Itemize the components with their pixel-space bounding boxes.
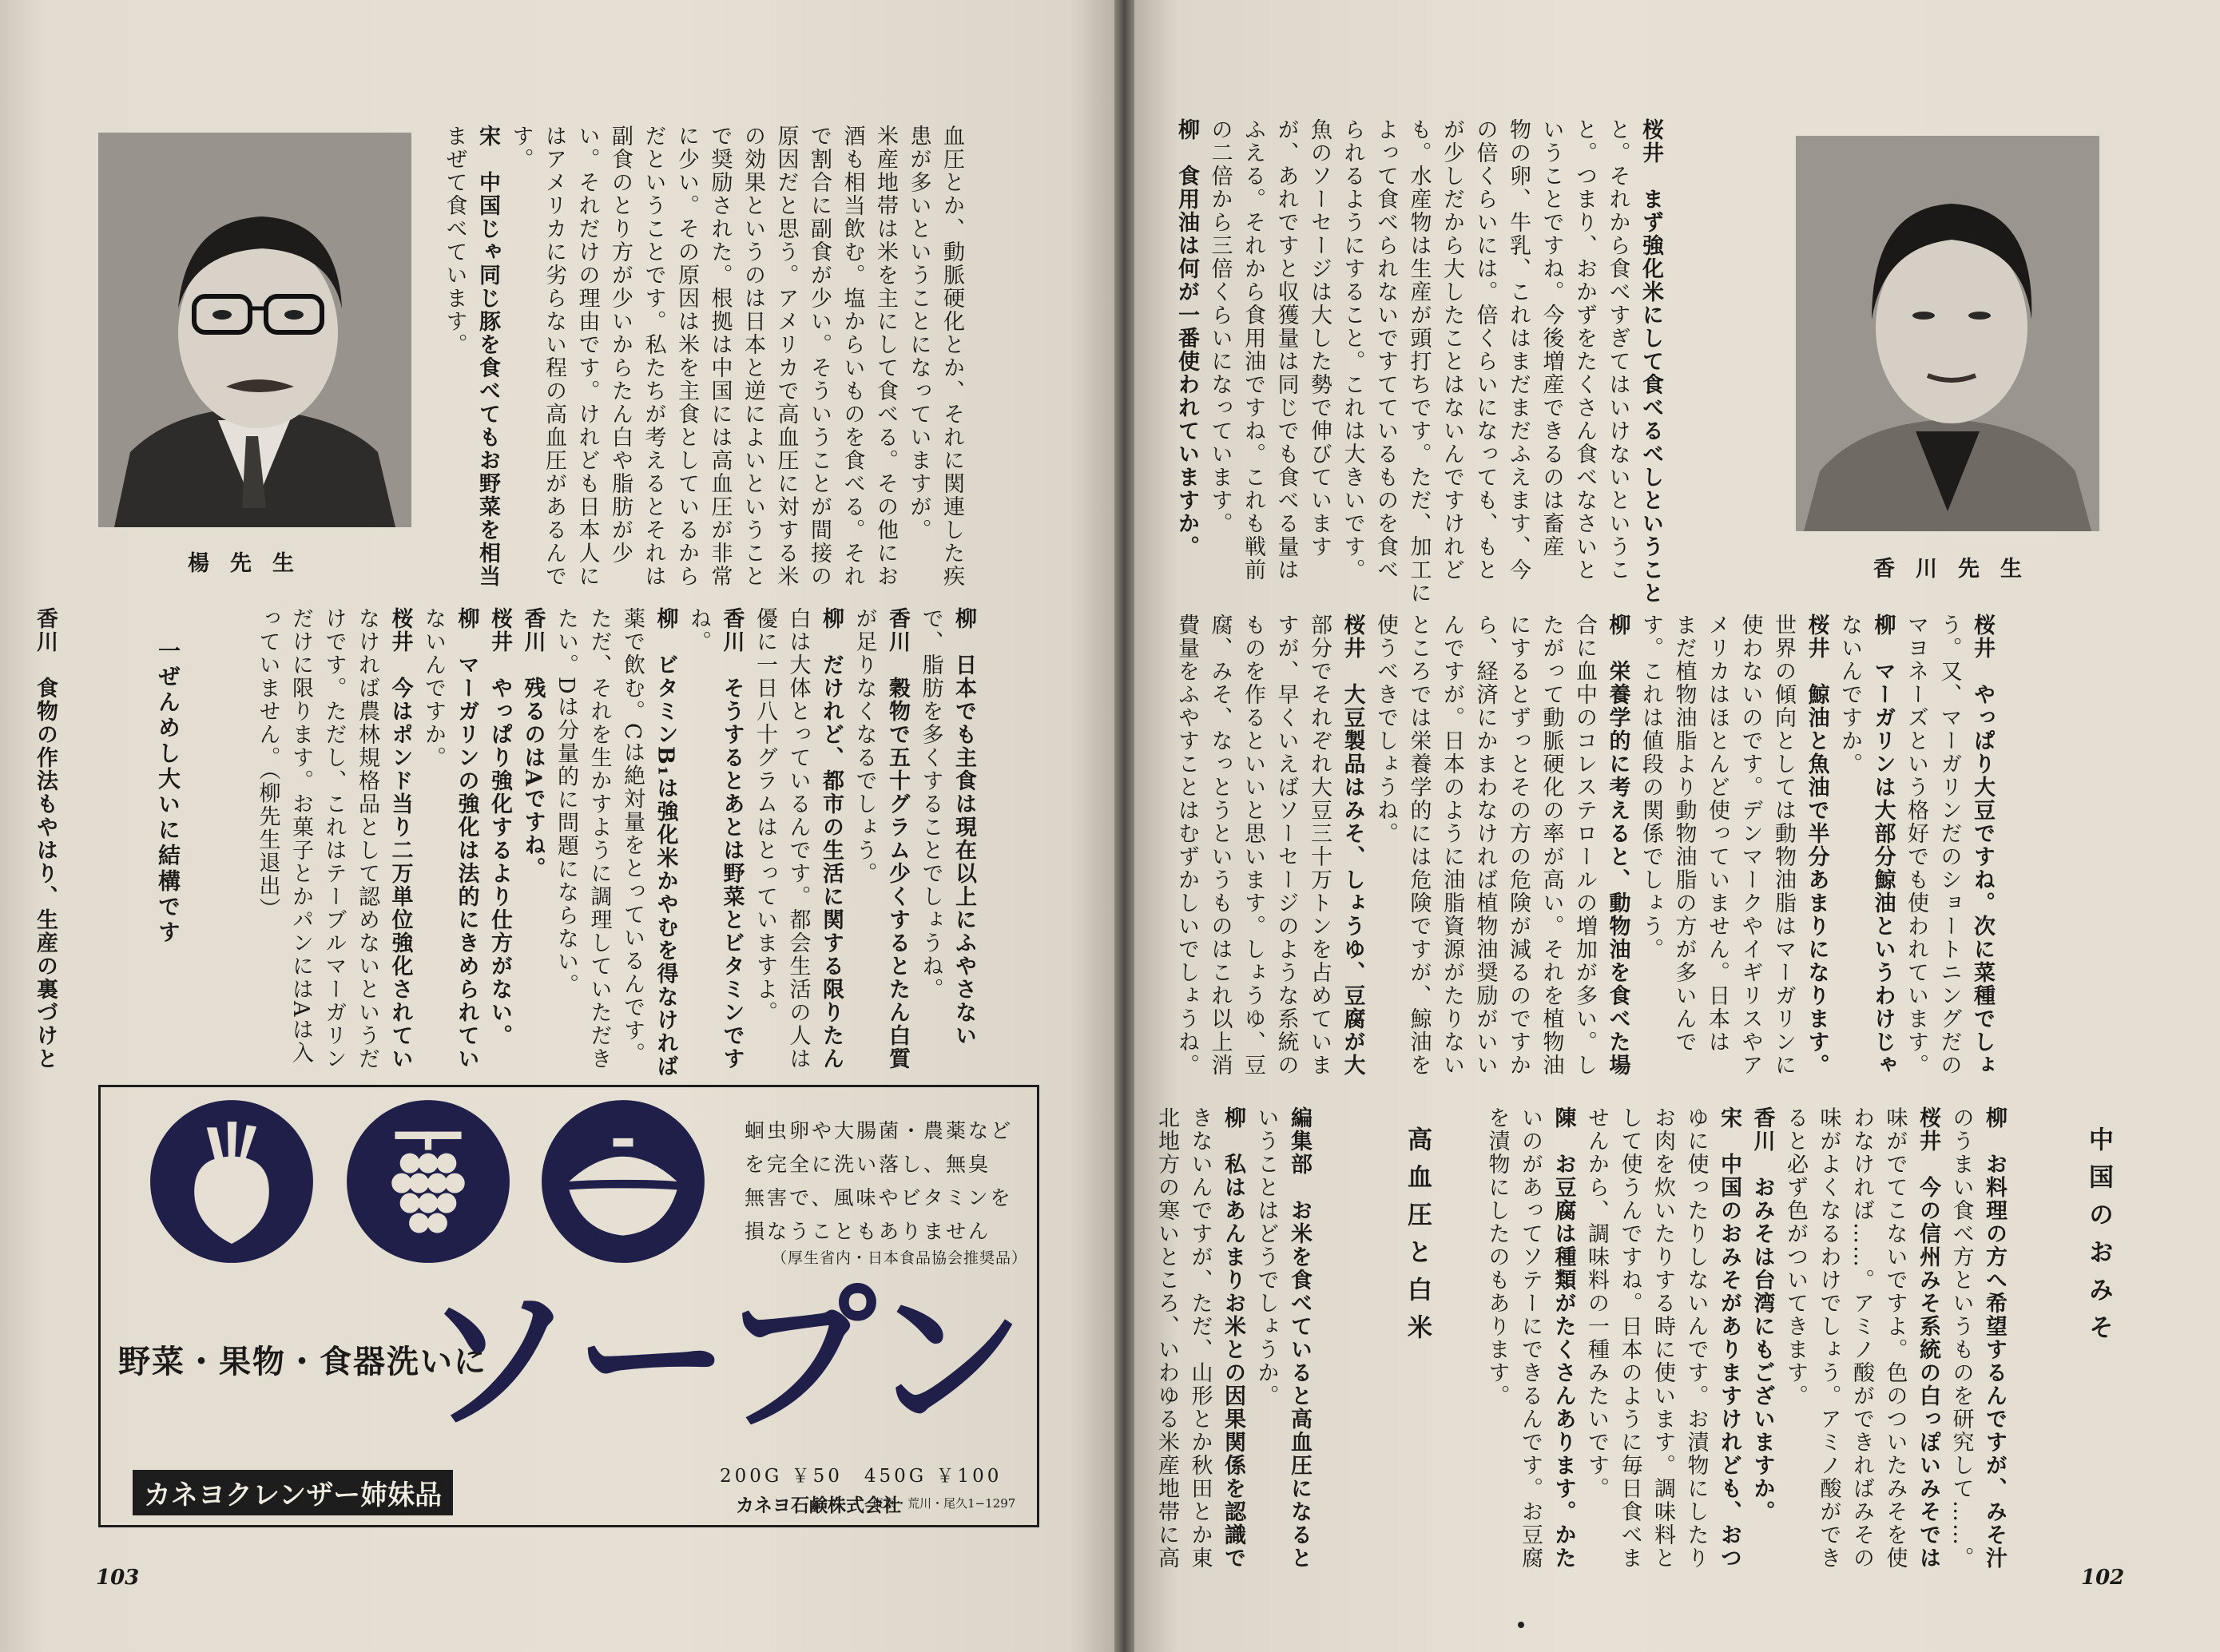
text-line: ないんですか。 xyxy=(1837,614,1862,776)
text-line: 物の卵、牛乳、これはまだまだふえます、今 xyxy=(1506,118,1531,582)
text-line: す。 xyxy=(508,125,534,171)
photo-caption-kagawa: 香川先生 xyxy=(1873,557,2043,582)
text-line: 米産地帯は米を主にして食べる。その他にお xyxy=(873,125,898,588)
text-line: 患が多いということになっていますが。 xyxy=(906,125,931,542)
text-line: 香川 おみそは台湾にもございますか。 xyxy=(1749,1106,1775,1523)
text-line: 桜井 今はポンド当り二万単位強化されてい xyxy=(387,607,413,1070)
grapes-icon xyxy=(345,1098,511,1265)
text-line: なければ農林規格品として認めないというだ xyxy=(355,607,379,1070)
text-line: 柳 栄養学的に考えると、動物油を食べた場 xyxy=(1605,614,1630,1077)
text-line: まぜて食べています。 xyxy=(442,125,467,356)
printed-dot xyxy=(1518,1622,1524,1628)
text-line: いのがあってソテーにできるんです。お豆腐 xyxy=(1518,1106,1543,1570)
text-line: ところでは栄養学的には危険ですが、鯨油を xyxy=(1406,614,1432,1077)
text-line: を漬物にしたのもあります。 xyxy=(1484,1106,1510,1408)
text-line: たがって動脈硬化の率が高い。それを植物油 xyxy=(1539,614,1564,1077)
portrait-photo-kagawa xyxy=(1796,136,2099,531)
portrait-photo-yang xyxy=(98,133,411,527)
text-line: 副食のとり方が少いからたん白や脂肪が少 xyxy=(608,125,633,565)
text-line: ないんですか。 xyxy=(421,607,446,769)
section-heading-hypertension: 高血圧と白米 xyxy=(1403,1126,1432,1352)
text-line: の効果というのは日本と逆によいということ xyxy=(741,125,765,588)
text-line: 合に血中のコレステロールの増加が多い。し xyxy=(1572,614,1597,1077)
text-line: お肉を炊いたりする時に使います。調味料と xyxy=(1650,1106,1675,1570)
text-line: 柳 私はあんまりお米との因果関係を認識で xyxy=(1221,1106,1245,1570)
text-line: 柳 日本でも主食は現在以上にふやさない xyxy=(951,607,976,1047)
text-line: きないんですが、ただ、山形とか秋田とか東 xyxy=(1187,1106,1213,1570)
article-column-bottom-left xyxy=(232,607,1046,1078)
text-line: 桜井 大豆製品はみそ、しょうゆ、豆腐が大 xyxy=(1340,614,1365,1077)
ad-sister-product: カネヨクレンザー姉妹品 xyxy=(133,1470,453,1515)
ad-copy-line: を完全に洗い落し、無臭 xyxy=(745,1153,991,1176)
text-line: 使うべきでしょうね。 xyxy=(1373,614,1398,845)
text-line: わなければ……。アミノ酸ができればみその xyxy=(1849,1106,1874,1570)
text-line: が少しだから大したことはないんですけれど xyxy=(1440,118,1464,582)
text-line: 酒も相当飲む。塩からいものを食べる。それ xyxy=(840,125,865,588)
text-line: 香川 残るのはAですね。 xyxy=(520,607,546,880)
text-line: で割合に副食が少い。そういうことが間接の xyxy=(807,125,832,588)
text-line: だけに限ります。お菓子とかパンにはAは入 xyxy=(288,607,313,1065)
text-line: の二倍から三倍くらいになっています。 xyxy=(1207,118,1233,535)
text-line: にするとずっとその方の危険が減るのですか xyxy=(1506,614,1531,1077)
text-line: 桜井 鯨油と魚油で半分あまりになります。 xyxy=(1804,614,1829,1077)
ad-copy-line: 損なうこともありません xyxy=(745,1220,991,1243)
text-line: っていません。（柳先生退出） xyxy=(255,607,280,921)
text-line: んですが。日本のように油脂資源がたりない xyxy=(1440,614,1464,1077)
text-line: マヨネーズという格好でも使われています。 xyxy=(1904,614,1928,1077)
text-line: 部分でそれぞれ大豆三十万トンを占めていま xyxy=(1307,614,1332,1077)
text-line: 柳 ビタミンB₁は強化米かやむを得なければ xyxy=(653,607,678,1078)
text-line: 柳 マーガリンの強化は法的にきめられてい xyxy=(454,607,479,1070)
text-line: の倍くらいには。倍くらいになっても、もと xyxy=(1472,118,1498,582)
ad-price: 200G ￥50 450G ￥100 xyxy=(720,1466,1003,1487)
text-line: ふえる。それから食用油ですね。これも戦前 xyxy=(1241,118,1265,582)
text-line: 血圧とか、動脈硬化とか、それに関連した疾 xyxy=(939,125,964,588)
text-line: ね。 xyxy=(686,607,711,653)
radish-icon xyxy=(149,1098,315,1265)
text-line: 柳 マーガリンは大部分鯨油というわけじゃ xyxy=(1870,614,1896,1077)
text-line: も。水産物は生産が頭打ちです。ただ、加工に xyxy=(1406,118,1432,605)
text-line: す。これは値段の関係でしょう。 xyxy=(1638,614,1663,961)
text-line: と。つまり、おかずをたくさん食べなさいと xyxy=(1572,118,1597,582)
text-line: が足りなくなるでしょう。 xyxy=(852,607,877,885)
text-line: 北地方の寒いところ、いわゆる米産地帯に高 xyxy=(1154,1106,1179,1570)
text-line: 味がよくなるわけでしょう。アミノ酸ができ xyxy=(1816,1106,1841,1570)
text-line: 桜井 やっぱり大豆ですね。次に菜種でしょ xyxy=(1970,614,1995,1077)
text-line: に少い。その原因は米を主食としているから xyxy=(674,125,699,588)
text-line: 香川 穀物で五十グラム少くするとたん白質 xyxy=(885,607,910,1070)
ad-copy-line: 蛔虫卵や大腸菌・農薬など xyxy=(745,1119,1014,1142)
ad-copy xyxy=(745,1114,1044,1249)
right-page xyxy=(1134,0,2220,1652)
article-column-last-left xyxy=(33,607,128,1070)
ad-address: 東京・荒川・尾久1−1297 xyxy=(872,1496,1016,1511)
text-line: い。それだけの理由です。けれども日本人に xyxy=(574,125,600,588)
text-line: 柳 だけれど、都市の生活に関する限りたん xyxy=(819,607,844,1070)
text-line: られるようにすること。これは大きいです。 xyxy=(1340,118,1365,582)
text-line: 柳 食用油は何が一番使われていますか。 xyxy=(1174,118,1199,558)
text-line: 世界の傾向としては動物油脂はマーガリンに xyxy=(1771,614,1796,1077)
text-line: 桜井 やっぱり強化するより仕方がない。 xyxy=(487,607,512,1047)
ad-endorsement: （厚生省内・日本食品協会推奨品） xyxy=(772,1249,1028,1267)
text-line: 使わないのです。デンマークやイギリスやア xyxy=(1737,614,1763,1077)
ad-brand-text: ソープン xyxy=(420,1270,1024,1452)
text-line: 宋 中国じゃ同じ豚を食べてもお野菜を相当 xyxy=(475,125,500,588)
text-line: 白は大体とっているんです。都会生活の人は xyxy=(785,607,811,1070)
text-line: いうことはどうでしょうか。 xyxy=(1253,1106,1279,1408)
text-line: して使うんですね。日本のように毎日食べま xyxy=(1617,1106,1642,1570)
text-line: 柳 お料理の方へ希望するんですが、みそ汁 xyxy=(1982,1106,2007,1570)
text-line: はアメリカに劣らない程の高血圧があるんで xyxy=(542,125,566,588)
photo-caption-yang: 楊先生 xyxy=(188,551,315,576)
text-line: ゆに使ったりしないんです。お漬物にしたり xyxy=(1683,1106,1709,1570)
text-line: 桜井 まず強化米にして食べるべしということ xyxy=(1638,118,1663,605)
text-line: う。又、マーガリンだのショートニングだの xyxy=(1936,614,1962,1077)
article-column-bottom-right-2 xyxy=(1154,1106,1382,1570)
text-line: で奨励された。根拠は中国には高血圧が非常 xyxy=(707,125,733,588)
text-line: 魚のソーセージは大した勢で伸びています xyxy=(1307,118,1332,558)
article-column-middle-right xyxy=(1174,614,2065,1077)
ad-maker: カネヨ石鹸株式会社 xyxy=(736,1495,901,1516)
text-line: ものを作るといいと思います。しょうゆ、豆 xyxy=(1241,614,1265,1077)
text-line: けです。ただし、これはテーブルマーガリン xyxy=(321,607,347,1070)
text-line: いうことですね。今後増産できるのは畜産 xyxy=(1539,118,1564,558)
text-line: 陳 お豆腐は種類がたくさんあります。かた xyxy=(1551,1106,1576,1570)
ad-brand-logo xyxy=(420,1270,1027,1452)
text-line: せんから、調味料の一種みたいです。 xyxy=(1584,1106,1609,1500)
text-line: ら、経済にかまわなければ植物油奨励がいい xyxy=(1472,614,1498,1077)
text-line: まだ植物油脂より動物油脂の方が多いんで xyxy=(1671,614,1697,1054)
article-column-bottom-right-1 xyxy=(1462,1106,2077,1570)
text-line: 宋 中国のおみそがありますけれども、おつ xyxy=(1717,1106,1741,1570)
ad-copy-line: 無害で、風味やビタミンを xyxy=(745,1186,1013,1209)
text-line: だということです。私たちが考えるとそれは xyxy=(641,125,666,588)
text-line: 優に一日八十グラムはとっていますよ。 xyxy=(753,607,777,1024)
text-line: 味がでてこないですよ。色のついたみそを使 xyxy=(1882,1106,1908,1570)
article-column-top-left xyxy=(431,125,1035,612)
text-line: 原因だと思う。アメリカで高血圧に対する米 xyxy=(773,125,799,588)
text-line: 費量をふやすことはむずかしいでしょうね。 xyxy=(1174,614,1199,1077)
article-column-top-right xyxy=(1174,118,1734,605)
text-line: 薬で飲む。Cは絶対量をとっているんです。 xyxy=(620,607,645,1066)
ad-tagline: 野菜・果物・食器洗いに xyxy=(118,1344,487,1380)
soapun-advertisement xyxy=(98,1085,1039,1527)
text-line: 桜井 今の信州みそ系統の白っぽいみそでは xyxy=(1916,1106,1940,1570)
text-line: ると必ず色がついてきます。 xyxy=(1783,1106,1808,1408)
text-line: よって食べられないですてているものを食べ xyxy=(1373,118,1398,582)
page-number-right: 102 xyxy=(2081,1566,2125,1590)
text-line: メリカはほとんど使っていません。日本は xyxy=(1705,614,1730,1054)
text-line: が、あれですと収獲量は同じでも食べる量は xyxy=(1273,118,1299,582)
text-line: 香川 そうするとあとは野菜とビタミンです xyxy=(719,607,745,1070)
text-line: と。それから食べすぎてはいけないというこ xyxy=(1605,118,1630,582)
text-line: のうまい食べ方というものを研究して……。 xyxy=(1948,1106,1974,1570)
text-line: 編集部 お米を食べていると高血圧になると xyxy=(1287,1106,1312,1570)
bowl-icon xyxy=(540,1098,706,1265)
text-line: 腐、みそ、なっとうというものはこれ以上消 xyxy=(1207,614,1233,1077)
page-number-left: 103 xyxy=(96,1566,140,1590)
section-heading-chinese-miso: 中国のおみそ xyxy=(2084,1126,2113,1352)
section-heading-left: 一ぜんめし大いに結構です xyxy=(155,639,181,946)
text-line: で、脂肪を多くすることでしょうね。 xyxy=(918,607,943,1001)
text-line: ただ、それを生かすように調理していただき xyxy=(586,607,612,1070)
text-line: たい。Dは分量的に問題にならない。 xyxy=(554,607,578,997)
text-line: 香川 食物の作法もやはり、生産の裏づけと xyxy=(33,607,58,1070)
text-line: すが、早くいえばソーセージのような系統の xyxy=(1273,614,1299,1077)
